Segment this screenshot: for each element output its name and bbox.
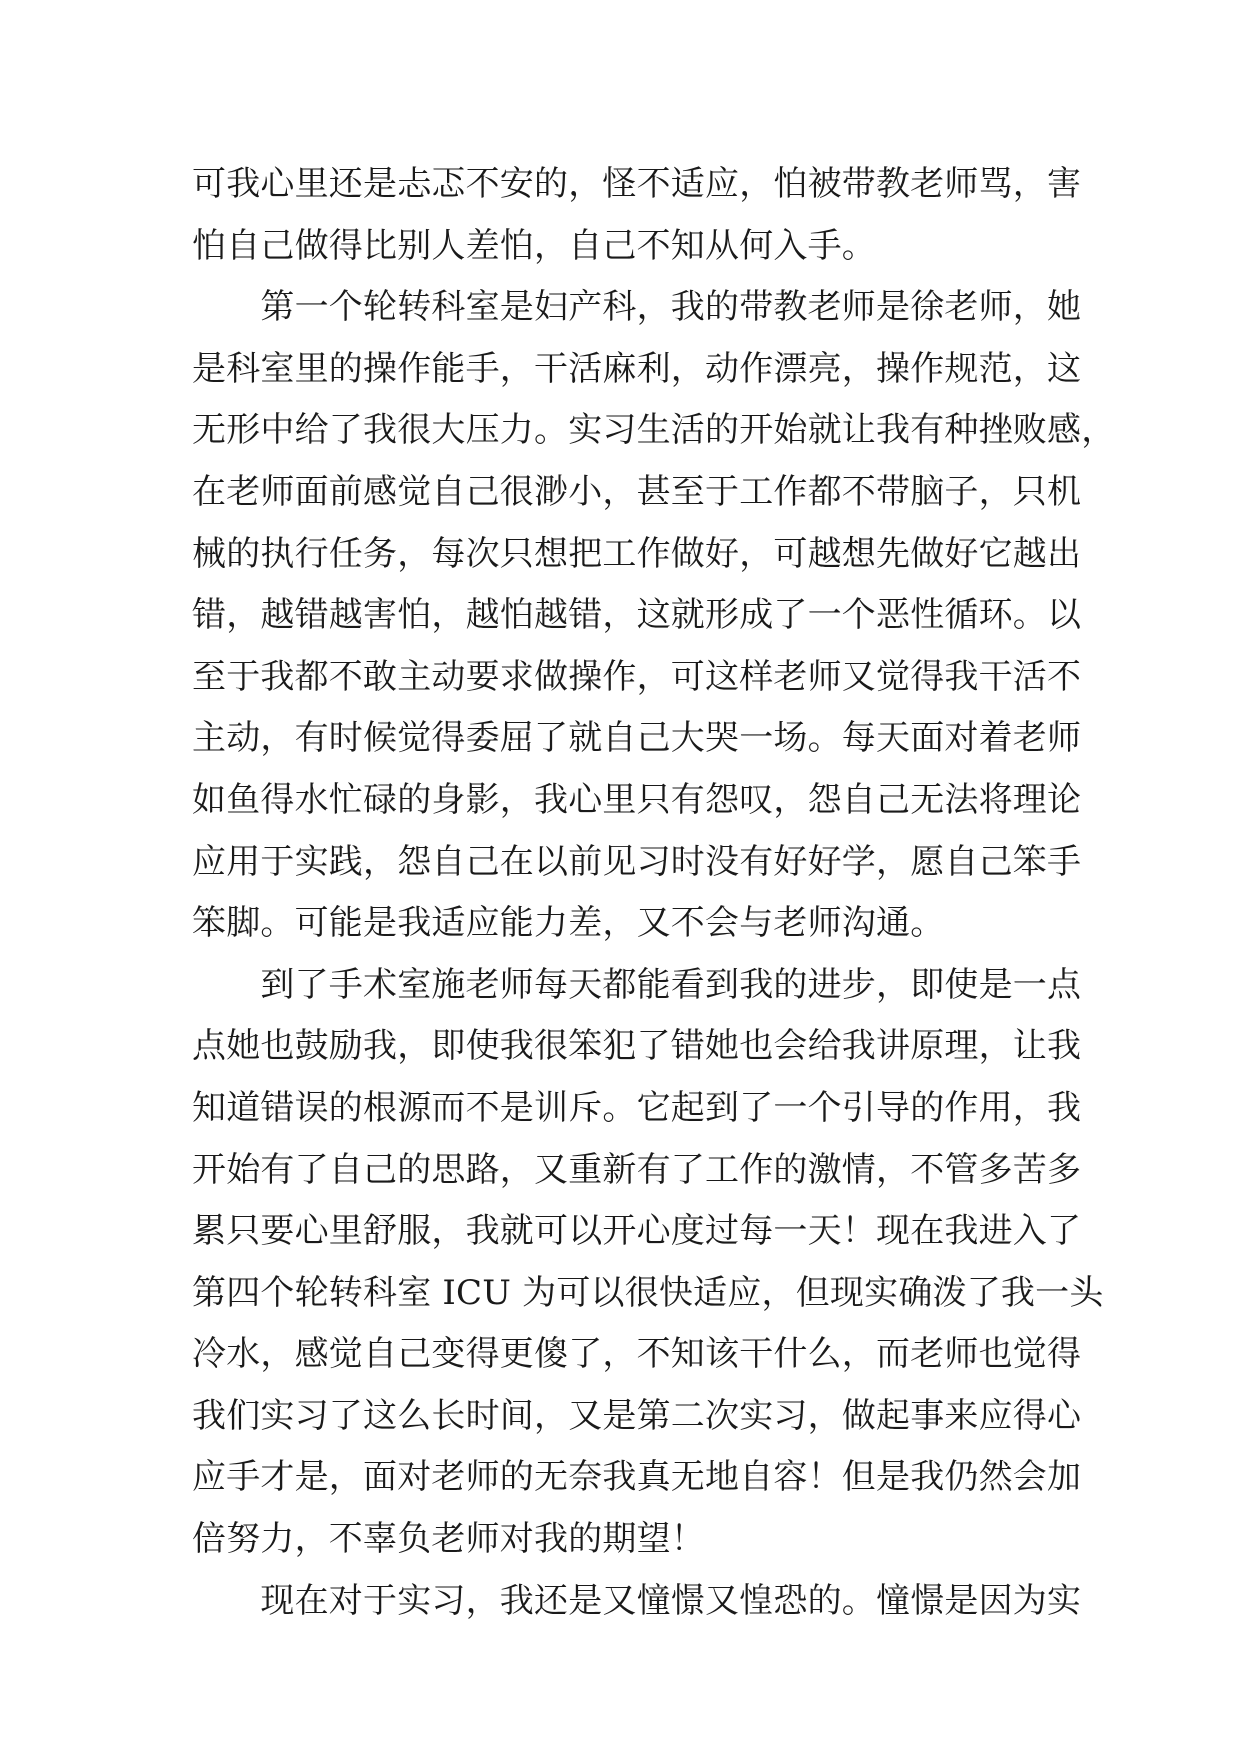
text-line: 主动，有时候觉得委屈了就自己大哭一场。每天面对着老师	[192, 718, 1082, 759]
text-line: 第四个轮转科室 ICU 为可以很快适应，但现实确泼了我一头	[192, 1272, 1104, 1313]
text-line: 冷水，感觉自己变得更傻了，不知该干什么，而老师也觉得	[192, 1334, 1082, 1375]
text-line: 倍努力，不辜负老师对我的期望！	[192, 1519, 705, 1560]
text-line: 我们实习了这么长时间，又是第二次实习，做起事来应得心	[192, 1395, 1082, 1436]
text-line: 怕自己做得比别人差怕，自己不知从何入手。	[192, 225, 876, 266]
text-line: 在老师面前感觉自己很渺小，甚至于工作都不带脑子，只机	[192, 471, 1082, 512]
text-line: 错，越错越害怕，越怕越错，这就形成了一个恶性循环。以	[192, 595, 1082, 636]
text-line: 笨脚。可能是我适应能力差，又不会与老师沟通。	[192, 903, 945, 944]
body-text	[192, 154, 1116, 1632]
text-line: 应用于实践，怨自己在以前见习时没有好好学，愿自己笨手	[192, 841, 1082, 882]
text-line: 应手才是，面对老师的无奈我真无地自容！但是我仍然会加	[192, 1457, 1082, 1498]
text-line: 现在对于实习，我还是又憧憬又惶恐的。憧憬是因为实	[192, 1580, 1082, 1621]
text-line: 无形中给了我很大压力。实习生活的开始就让我有种挫败感，	[192, 410, 1116, 451]
text-line: 是科室里的操作能手，干活麻利，动作漂亮，操作规范，这	[192, 348, 1082, 389]
text-line: 知道错误的根源而不是训斥。它起到了一个引导的作用，我	[192, 1087, 1082, 1128]
text-line: 第一个轮转科室是妇产科，我的带教老师是徐老师，她	[192, 287, 1082, 328]
text-line: 点她也鼓励我，即使我很笨犯了错她也会给我讲原理，让我	[192, 1026, 1082, 1067]
text-line: 械的执行任务，每次只想把工作做好，可越想先做好它越出	[192, 533, 1082, 574]
text-line: 累只要心里舒服，我就可以开心度过每一天！现在我进入了	[192, 1211, 1082, 1252]
text-line: 开始有了自己的思路，又重新有了工作的激情，不管多苦多	[192, 1149, 1082, 1190]
text-line: 如鱼得水忙碌的身影，我心里只有怨叹，怨自己无法将理论	[192, 779, 1082, 820]
text-line: 可我心里还是忐忑不安的，怪不适应，怕被带教老师骂，害	[192, 164, 1082, 204]
text-line: 到了手术室施老师每天都能看到我的进步，即使是一点	[192, 964, 1082, 1005]
text-line: 至于我都不敢主动要求做操作，可这样老师又觉得我干活不	[192, 656, 1082, 697]
